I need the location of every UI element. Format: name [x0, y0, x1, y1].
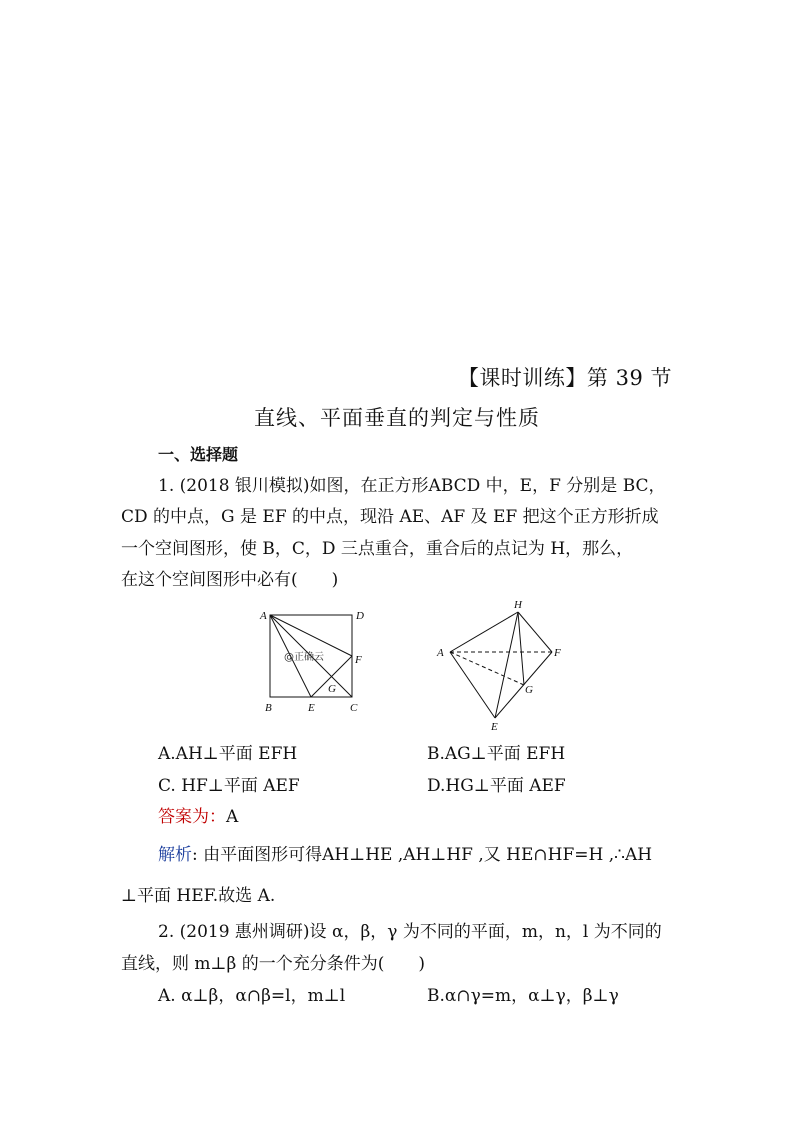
edge-he — [495, 612, 518, 718]
label-e2: E — [491, 721, 498, 733]
label-e: E — [308, 702, 315, 714]
q1-option-b: B.AG⊥平面 EFH — [427, 744, 566, 764]
q1-answer — [158, 805, 238, 829]
edge-hg — [518, 612, 524, 685]
answer-value: A — [226, 807, 239, 827]
q1-option-d: D.HG⊥平面 AEF — [427, 776, 566, 796]
edge-ha — [450, 612, 518, 652]
label-g2: G — [525, 684, 533, 696]
lesson-tag: 【课时训练】第 39 节 — [457, 366, 672, 390]
watermark: @正确云 — [284, 652, 324, 663]
q2-line-2: 直线，则 m⊥β 的一个充分条件为( ) — [121, 954, 426, 974]
q1-option-a: A.AH⊥平面 EFH — [158, 744, 298, 764]
analysis-label: 解析 — [158, 845, 192, 865]
analysis-text: : 由平面图形可得AH⊥HE ,AH⊥HF ,又 HE∩HF=H ,∴AH — [192, 845, 653, 865]
label-f2: F — [554, 647, 561, 659]
label-h: H — [514, 599, 522, 611]
segment-ag — [270, 615, 331, 676]
segment-af — [270, 615, 352, 656]
label-b: B — [265, 702, 272, 714]
label-c: C — [350, 702, 358, 714]
q2-line-1: 2. (2019 惠州调研)设 α，β，γ 为不同的平面，m，n，l 为不同的 — [158, 922, 662, 942]
q1-analysis-line-2: ⊥平面 HEF.故选 A. — [121, 886, 276, 906]
q2-option-a: A. α⊥β，α∩β=l，m⊥l — [158, 986, 346, 1006]
label-g: G — [328, 683, 336, 695]
figure-square — [256, 605, 376, 717]
q1-option-c: C. HF⊥平面 AEF — [158, 776, 300, 796]
label-a: A — [260, 610, 267, 622]
label-a2: A — [437, 647, 444, 659]
label-f: F — [355, 654, 362, 666]
q1-line-1: 1. (2018 银川模拟)如图，在正方形ABCD 中，E，F 分别是 BC， — [158, 476, 666, 496]
edge-hf — [518, 612, 552, 652]
section-heading: 一、选择题 — [158, 445, 239, 464]
answer-label: 答案为： — [158, 807, 226, 827]
q1-analysis-line-1 — [158, 843, 652, 867]
q1-line-4: 在这个空间图形中必有( ) — [121, 570, 339, 590]
label-d: D — [356, 610, 364, 622]
q2-option-b: B.α∩γ=m，α⊥γ，β⊥γ — [427, 986, 619, 1006]
q1-line-3: 一个空间图形，使 B，C，D 三点重合，重合后的点记为 H，那么， — [121, 539, 634, 559]
figure-tetrahedron — [432, 596, 572, 736]
q1-line-2: CD 的中点，G 是 EF 的中点，现沿 AE、AF 及 EF 把这个正方形折成 — [121, 507, 659, 527]
page-title: 直线、平面垂直的判定与性质 — [254, 406, 540, 430]
